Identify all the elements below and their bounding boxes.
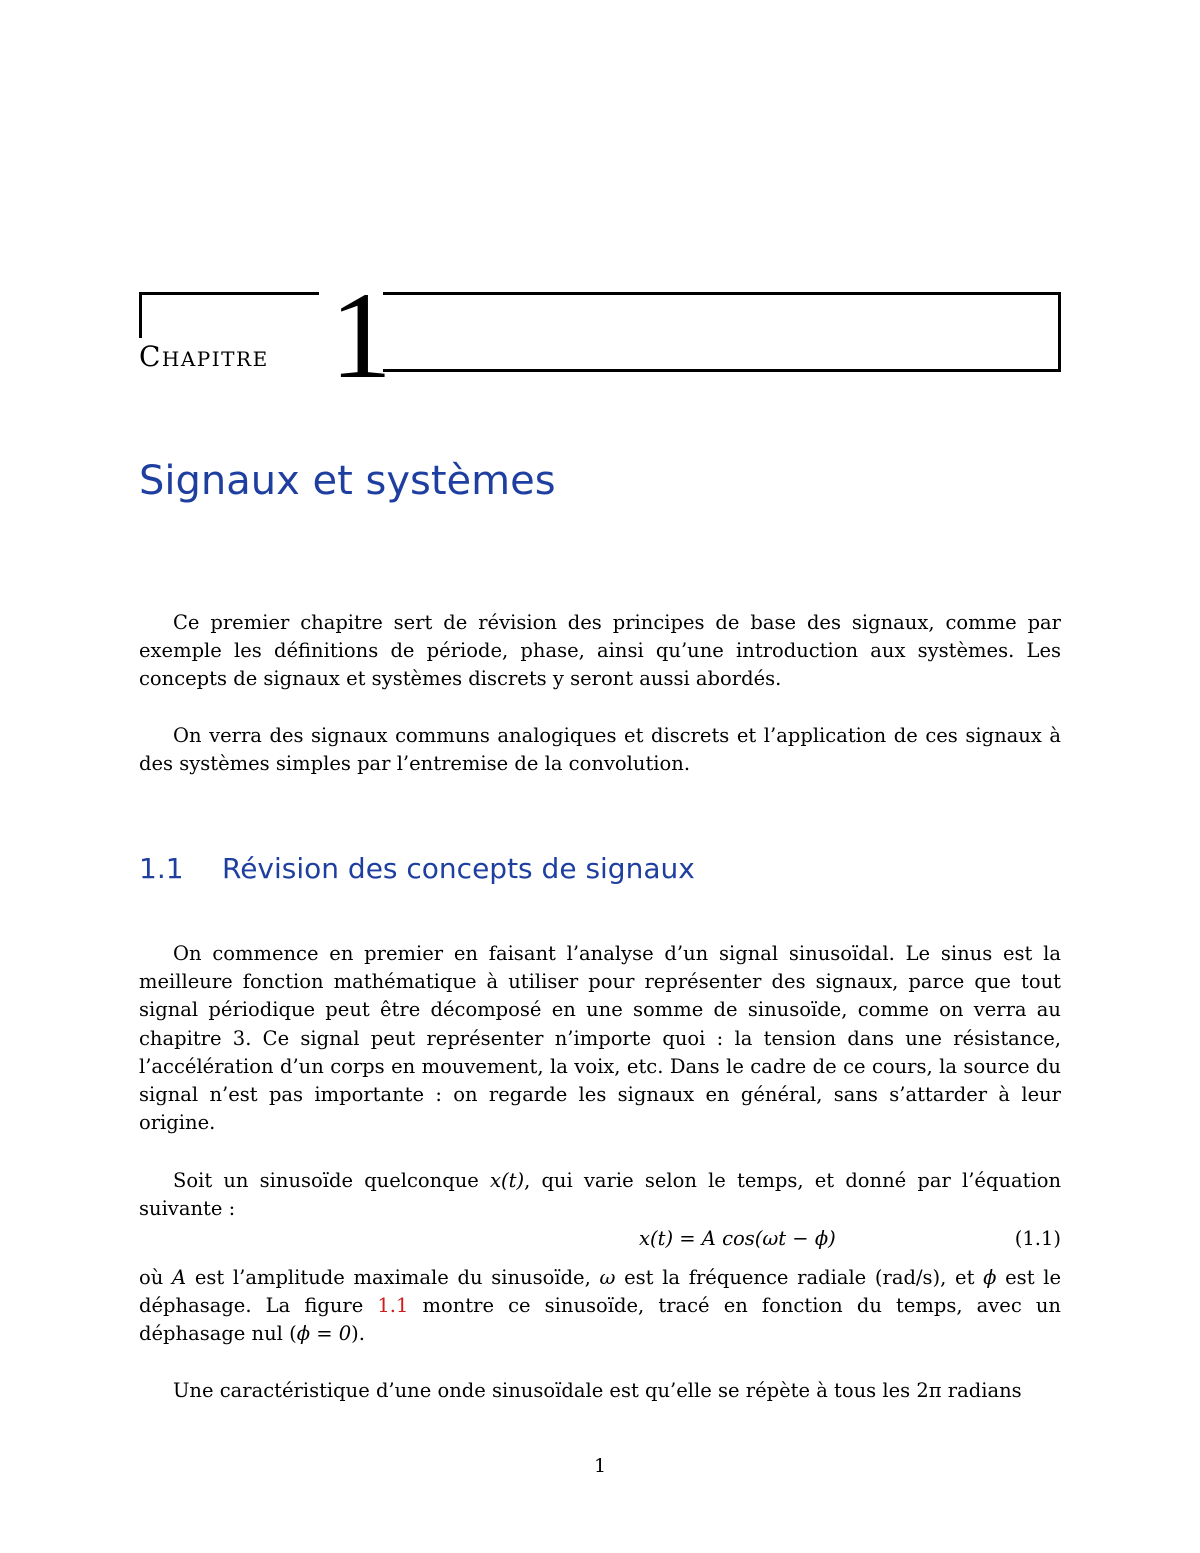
section-paragraph-4: Une caractéristique d’une onde sinusoïdale est qu’elle se répète à tous les 2π radians [173,1379,1022,1402]
section-paragraph-1: On commence en premier en faisant l’analyse d’un signal sinusoïdal. Le sinus est la meilleure fonction mathématique à utiliser pour représenter des signaux, parce que tout signal périodique peut être décomposé en une somme de sinusoïde, comme on verra au chapitre 3. Ce signal peut représenter n’importe quoi : la tension dans une résistance, l’accélération d’un corps en mouvement, la voix, etc. Dans le cadre de ce cours, la source du signal n’est pas importante : on regarde les signaux en général, sans s’attarder à leur origine. [139,942,1061,1135]
intro-paragraph-1: Ce premier chapitre sert de révision des principes de base des signaux, comme par exemple les définitions de période, phase, ainsi qu’une introduction aux systèmes. Les concepts de signaux et systèmes discrets y seront aussi abordés. [139,611,1061,691]
chapter-number: 1 [330,267,392,404]
equation-expression: x(t) = A cos(ωt − ϕ) [639,1227,836,1250]
page-number: 1 [593,1455,607,1477]
section-number: 1.1 [139,852,184,885]
section-paragraph-3: où A est l’amplitude maximale du sinusoïde, ω est la fréquence radiale (rad/s), et ϕ est le déphasage. La figure 1.1 montre ce sinusoïde, tracé en fonction du temps, avec un déphasage nul (ϕ = 0). [139,1266,1062,1346]
chapter-label: Chapitre [139,340,269,373]
section-title-text: Révision des concepts de signaux [222,852,695,885]
section-paragraph-2: Soit un sinusoïde quelconque x(t), qui varie selon le temps, et donné par l’équation suivante : [139,1169,1061,1221]
intro-paragraph-2: On verra des signaux communs analogiques et discrets et l’application de ces signaux à des systèmes simples par l’entremise de la convolution. [139,724,1061,776]
math-x-of-t: x(t) [490,1169,525,1192]
chapter-title: Signaux et systèmes [139,458,556,504]
equation-number: (1.1) [1014,1227,1061,1250]
section-heading [139,848,695,890]
chapter-frame [139,292,1061,372]
figure-reference-link[interactable]: 1.1 [377,1294,409,1318]
equation-1-1 [139,1224,1061,1254]
